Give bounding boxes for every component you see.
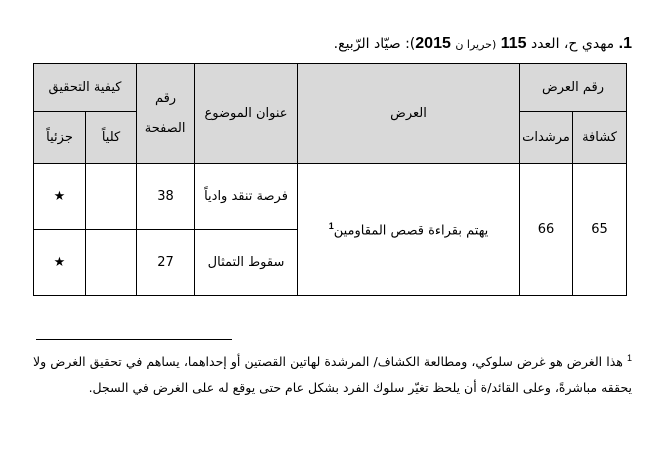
header-partial: جزئياً xyxy=(34,112,86,164)
header-offer: العرض xyxy=(298,64,520,164)
cell-offer-text: يهتم بقراءة قصص المقاومين xyxy=(333,223,489,239)
header-page-number xyxy=(137,64,195,164)
heading-year: 2015 xyxy=(415,35,451,52)
heading-index: 1. xyxy=(618,35,632,52)
heading-text-a: مهدي ح، العدد xyxy=(530,36,615,52)
cell-page: 27 xyxy=(137,230,195,296)
cell-partial-star: ★ xyxy=(34,230,86,296)
heading-issue-number: 115 xyxy=(500,35,527,52)
footnote xyxy=(33,345,632,401)
footnote-text: هذا الغرض هو غرض سلوكي، ومطالعة الكشاف/ المرشدة لهاتين القصتين أو إحداهما، يساهم في تحقيق الغرض ولا يحققه مباشرةً، وعلى القائد/ة أن يلحظ تغيّر سلوك الفرد بشكل عام حتى يوقع له على الغرض في السجل. xyxy=(33,354,632,396)
heading-text-b: (حريرا ن xyxy=(455,38,497,51)
header-full: كلياً xyxy=(86,112,137,164)
heading-text-c: ): صيّاد الرّبيع. xyxy=(333,36,416,52)
cell-offer xyxy=(298,164,520,296)
cell-partial-star: ★ xyxy=(34,164,86,230)
cell-topic: فرصة تنقد وادياً xyxy=(195,164,298,230)
cell-full xyxy=(86,230,137,296)
offers-table xyxy=(33,63,627,296)
heading-line xyxy=(34,34,632,55)
cell-page: 38 xyxy=(137,164,195,230)
cell-offer-footnote-ref[interactable]: 1 xyxy=(328,220,334,231)
footnote-separator xyxy=(36,339,232,340)
header-offer-number: رقم العرض xyxy=(520,64,627,112)
cell-full xyxy=(86,164,137,230)
footnote-marker: 1 xyxy=(626,353,632,363)
header-guides: مرشدات xyxy=(520,112,573,164)
header-verification-method: كيفية التحقيق xyxy=(34,64,137,112)
header-page-number-label: رقم الصفحة xyxy=(144,90,186,136)
header-topic-title: عنوان الموضوع xyxy=(195,64,298,164)
cell-guides: 66 xyxy=(520,164,573,296)
cell-topic: سقوط التمثال xyxy=(195,230,298,296)
header-scout: كشافة xyxy=(573,112,627,164)
cell-scout: 65 xyxy=(573,164,627,296)
